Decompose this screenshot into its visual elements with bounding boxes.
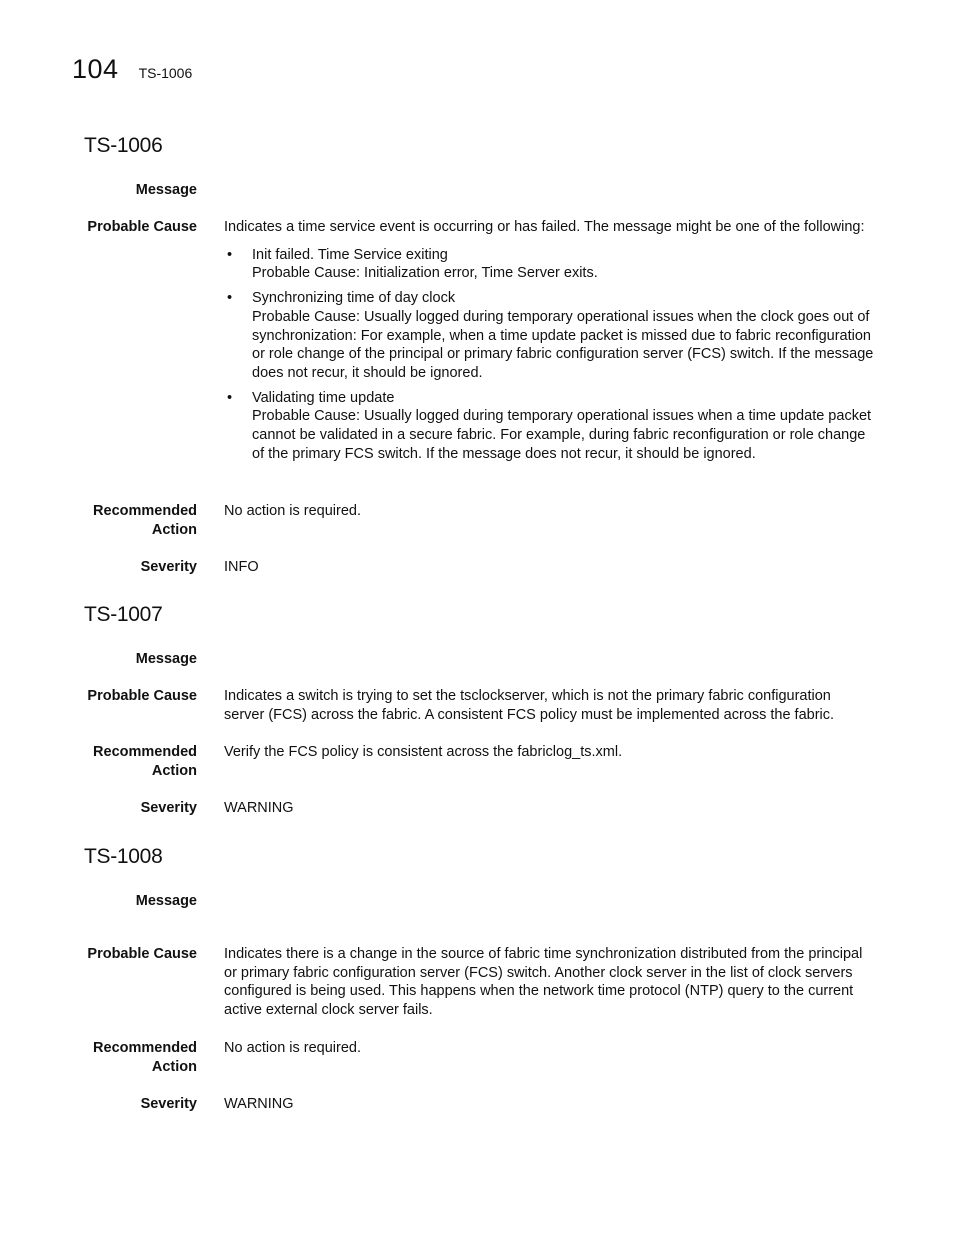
recommended-action-label: Recommended Action xyxy=(93,1040,197,1075)
bullet-icon: • xyxy=(227,290,233,307)
bullet-title: Init failed. Time Service exiting xyxy=(252,246,448,263)
probable-cause-text: Indicates there is a change in the source of fabric time synchronization distributed from the principal or primary fabric configuration server (FCS) switch. Another clock server in the list of clock servers configured is being used. This happens when the network time protocol (NTP) query to the current active external clock server fails. xyxy=(224,946,863,1019)
message-label: Message xyxy=(135,651,197,667)
severity-value: INFO xyxy=(224,559,259,575)
page-header xyxy=(72,54,192,85)
section-title: TS-1007 xyxy=(84,603,163,626)
severity-label: Severity xyxy=(140,559,197,575)
bullet-icon: • xyxy=(227,246,233,263)
recommended-action-text: No action is required. xyxy=(224,1040,362,1056)
cause-bullet-list xyxy=(224,246,874,464)
running-title: TS-1006 xyxy=(138,65,193,81)
bullet-detail: Probable Cause: Usually logged during temporary operational issues when the clock goes out of synchronization: For example, when a time update packet is missed due to fabric reconfiguration or role change of the principal or primary fabric configuration server (FCS) switch. If the message does not recur, it should be ignored. xyxy=(252,308,874,381)
bullet-detail: Probable Cause: Usually logged during temporary operational issues when a time update packet cannot be validated in a secure fabric. For example, during fabric reconfiguration or role change of the primary FCS switch. If the message does not recur, it should be ignored. xyxy=(252,408,872,462)
bullet-title: Synchronizing time of day clock xyxy=(252,290,456,307)
bullet-title: Validating time update xyxy=(252,389,395,406)
section-title: TS-1006 xyxy=(84,134,163,157)
severity-label: Severity xyxy=(140,1096,197,1112)
probable-cause-label: Probable Cause xyxy=(87,946,197,962)
cause-bullet-item xyxy=(224,289,874,383)
message-label: Message xyxy=(135,182,197,198)
page-number: 104 xyxy=(72,54,119,84)
recommended-action-label: Recommended Action xyxy=(93,744,197,779)
recommended-action-text: No action is required. xyxy=(224,503,362,519)
probable-cause-label: Probable Cause xyxy=(87,688,197,704)
message-label: Message xyxy=(135,893,197,909)
severity-value: WARNING xyxy=(224,1096,294,1112)
cause-bullet-item xyxy=(224,246,874,283)
bullet-icon: • xyxy=(227,389,233,406)
probable-cause-intro: Indicates a time service event is occurring or has failed. The message might be one of the following: xyxy=(224,219,865,235)
bullet-detail: Probable Cause: Initialization error, Time Server exits. xyxy=(252,265,598,282)
section-title: TS-1008 xyxy=(84,845,163,868)
recommended-action-label: Recommended Action xyxy=(93,503,197,538)
probable-cause-label: Probable Cause xyxy=(87,219,197,235)
severity-value: WARNING xyxy=(224,800,294,816)
severity-label: Severity xyxy=(140,800,197,816)
probable-cause-text: Indicates a switch is trying to set the tsclockserver, which is not the primary fabric configuration server (FCS) across the fabric. A consistent FCS policy must be implemented across the fabric. xyxy=(224,688,835,723)
cause-bullet-item xyxy=(224,389,874,464)
probable-cause-text xyxy=(224,218,874,469)
recommended-action-text: Verify the FCS policy is consistent across the fabriclog_ts.xml. xyxy=(224,744,623,760)
